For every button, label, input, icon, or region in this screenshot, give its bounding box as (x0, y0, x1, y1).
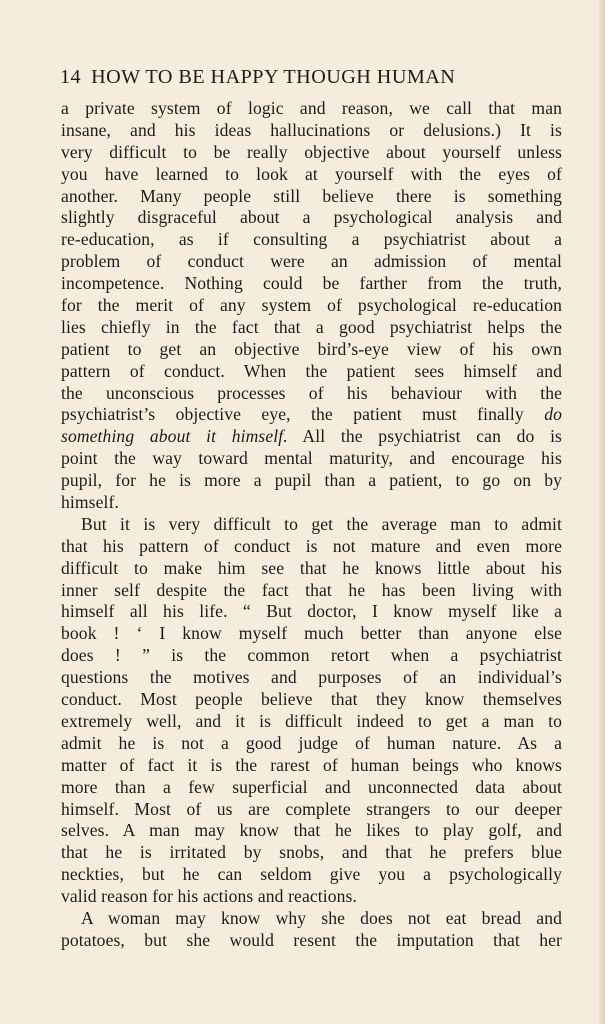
page-number: 14 (60, 66, 82, 88)
paragraph-start-line: A woman may know why she does not eat bread and (81, 907, 562, 928)
book-title: HOW TO BE HAPPY THOUGH HUMAN (91, 66, 456, 88)
paragraph-end-line: valid reason for his actions and reactions. (61, 886, 357, 907)
text-line-with-italic (61, 404, 562, 426)
text-line: insane, and his ideas hallucinations or delusions.) It is (61, 119, 562, 140)
text-line: admit he is not a good judge of human nature. As a (61, 732, 562, 753)
text-line-part: psychiatrist’s objective eye, the patient must finally (61, 404, 524, 425)
text-line: problem of conduct were an admission of mental (61, 251, 562, 272)
text-line: neckties, but he can seldom give you a psychologically (61, 864, 562, 885)
text-line: for the merit of any system of psychological re-education (61, 295, 562, 316)
page-edge (599, 0, 605, 1024)
body-text (61, 98, 562, 952)
text-line: more than a few superficial and unconnected data about (61, 776, 562, 797)
text-line: difficult to make him see that he knows little about his (61, 557, 562, 578)
text-line: pattern of conduct. When the patient sees himself and (61, 360, 562, 381)
italic-phrase: something about it himself. (61, 426, 288, 447)
text-line: re-education, as if consulting a psychiatrist about a (61, 229, 562, 250)
text-line: a private system of logic and reason, we call that man (61, 98, 562, 118)
paragraph-start-line: But it is very difficult to get the average man to admit (81, 513, 562, 534)
text-line: the unconscious processes of his behaviour with the (61, 382, 562, 403)
text-line: selves. A man may know that he likes to play golf, and (61, 820, 562, 841)
text-line: you have learned to look at yourself with the eyes of (61, 163, 562, 184)
text-line: patient to get an objective bird’s-eye view of his own (61, 338, 562, 359)
text-line: does ! ” is the common retort when a psychiatrist (61, 645, 562, 666)
text-line: point the way toward mental maturity, and encourage his (61, 448, 562, 469)
text-line-with-italic (61, 426, 562, 448)
text-line: potatoes, but she would resent the imputation that her (61, 929, 562, 950)
text-line: inner self despite the fact that he has been living with (61, 579, 562, 600)
text-line: himself. Most of us are complete strangers to our deeper (61, 798, 562, 819)
text-line: that his pattern of conduct is not mature and even more (61, 535, 562, 556)
text-line: lies chiefly in the fact that a good psychiatrist helps the (61, 316, 562, 337)
text-line: pupil, for he is more a pupil than a patient, to go on by (61, 470, 562, 491)
text-line: himself all his life. “ But doctor, I know myself like a (61, 601, 562, 622)
paragraph-end-line: himself. (61, 492, 119, 513)
text-line: incompetence. Nothing could be farther from the truth, (61, 273, 562, 294)
text-line-part: All the psychiatrist can do is (287, 426, 562, 447)
text-line: slightly disgraceful about a psychological analysis and (61, 207, 562, 228)
running-head (60, 66, 560, 88)
italic-phrase: do (544, 404, 563, 425)
text-line: very difficult to be really objective about yourself unless (61, 141, 562, 162)
text-line: questions the motives and purposes of an individual’s (61, 667, 562, 688)
text-line: another. Many people still believe there is something (61, 185, 562, 206)
text-line: that he is irritated by snobs, and that he prefers blue (61, 842, 562, 863)
text-line: extremely well, and it is difficult indeed to get a man to (61, 710, 562, 731)
text-line: matter of fact it is the rarest of human beings who knows (61, 754, 562, 775)
text-line: conduct. Most people believe that they know themselves (61, 689, 562, 710)
text-line: book ! ‘ I know myself much better than anyone else (61, 623, 562, 644)
